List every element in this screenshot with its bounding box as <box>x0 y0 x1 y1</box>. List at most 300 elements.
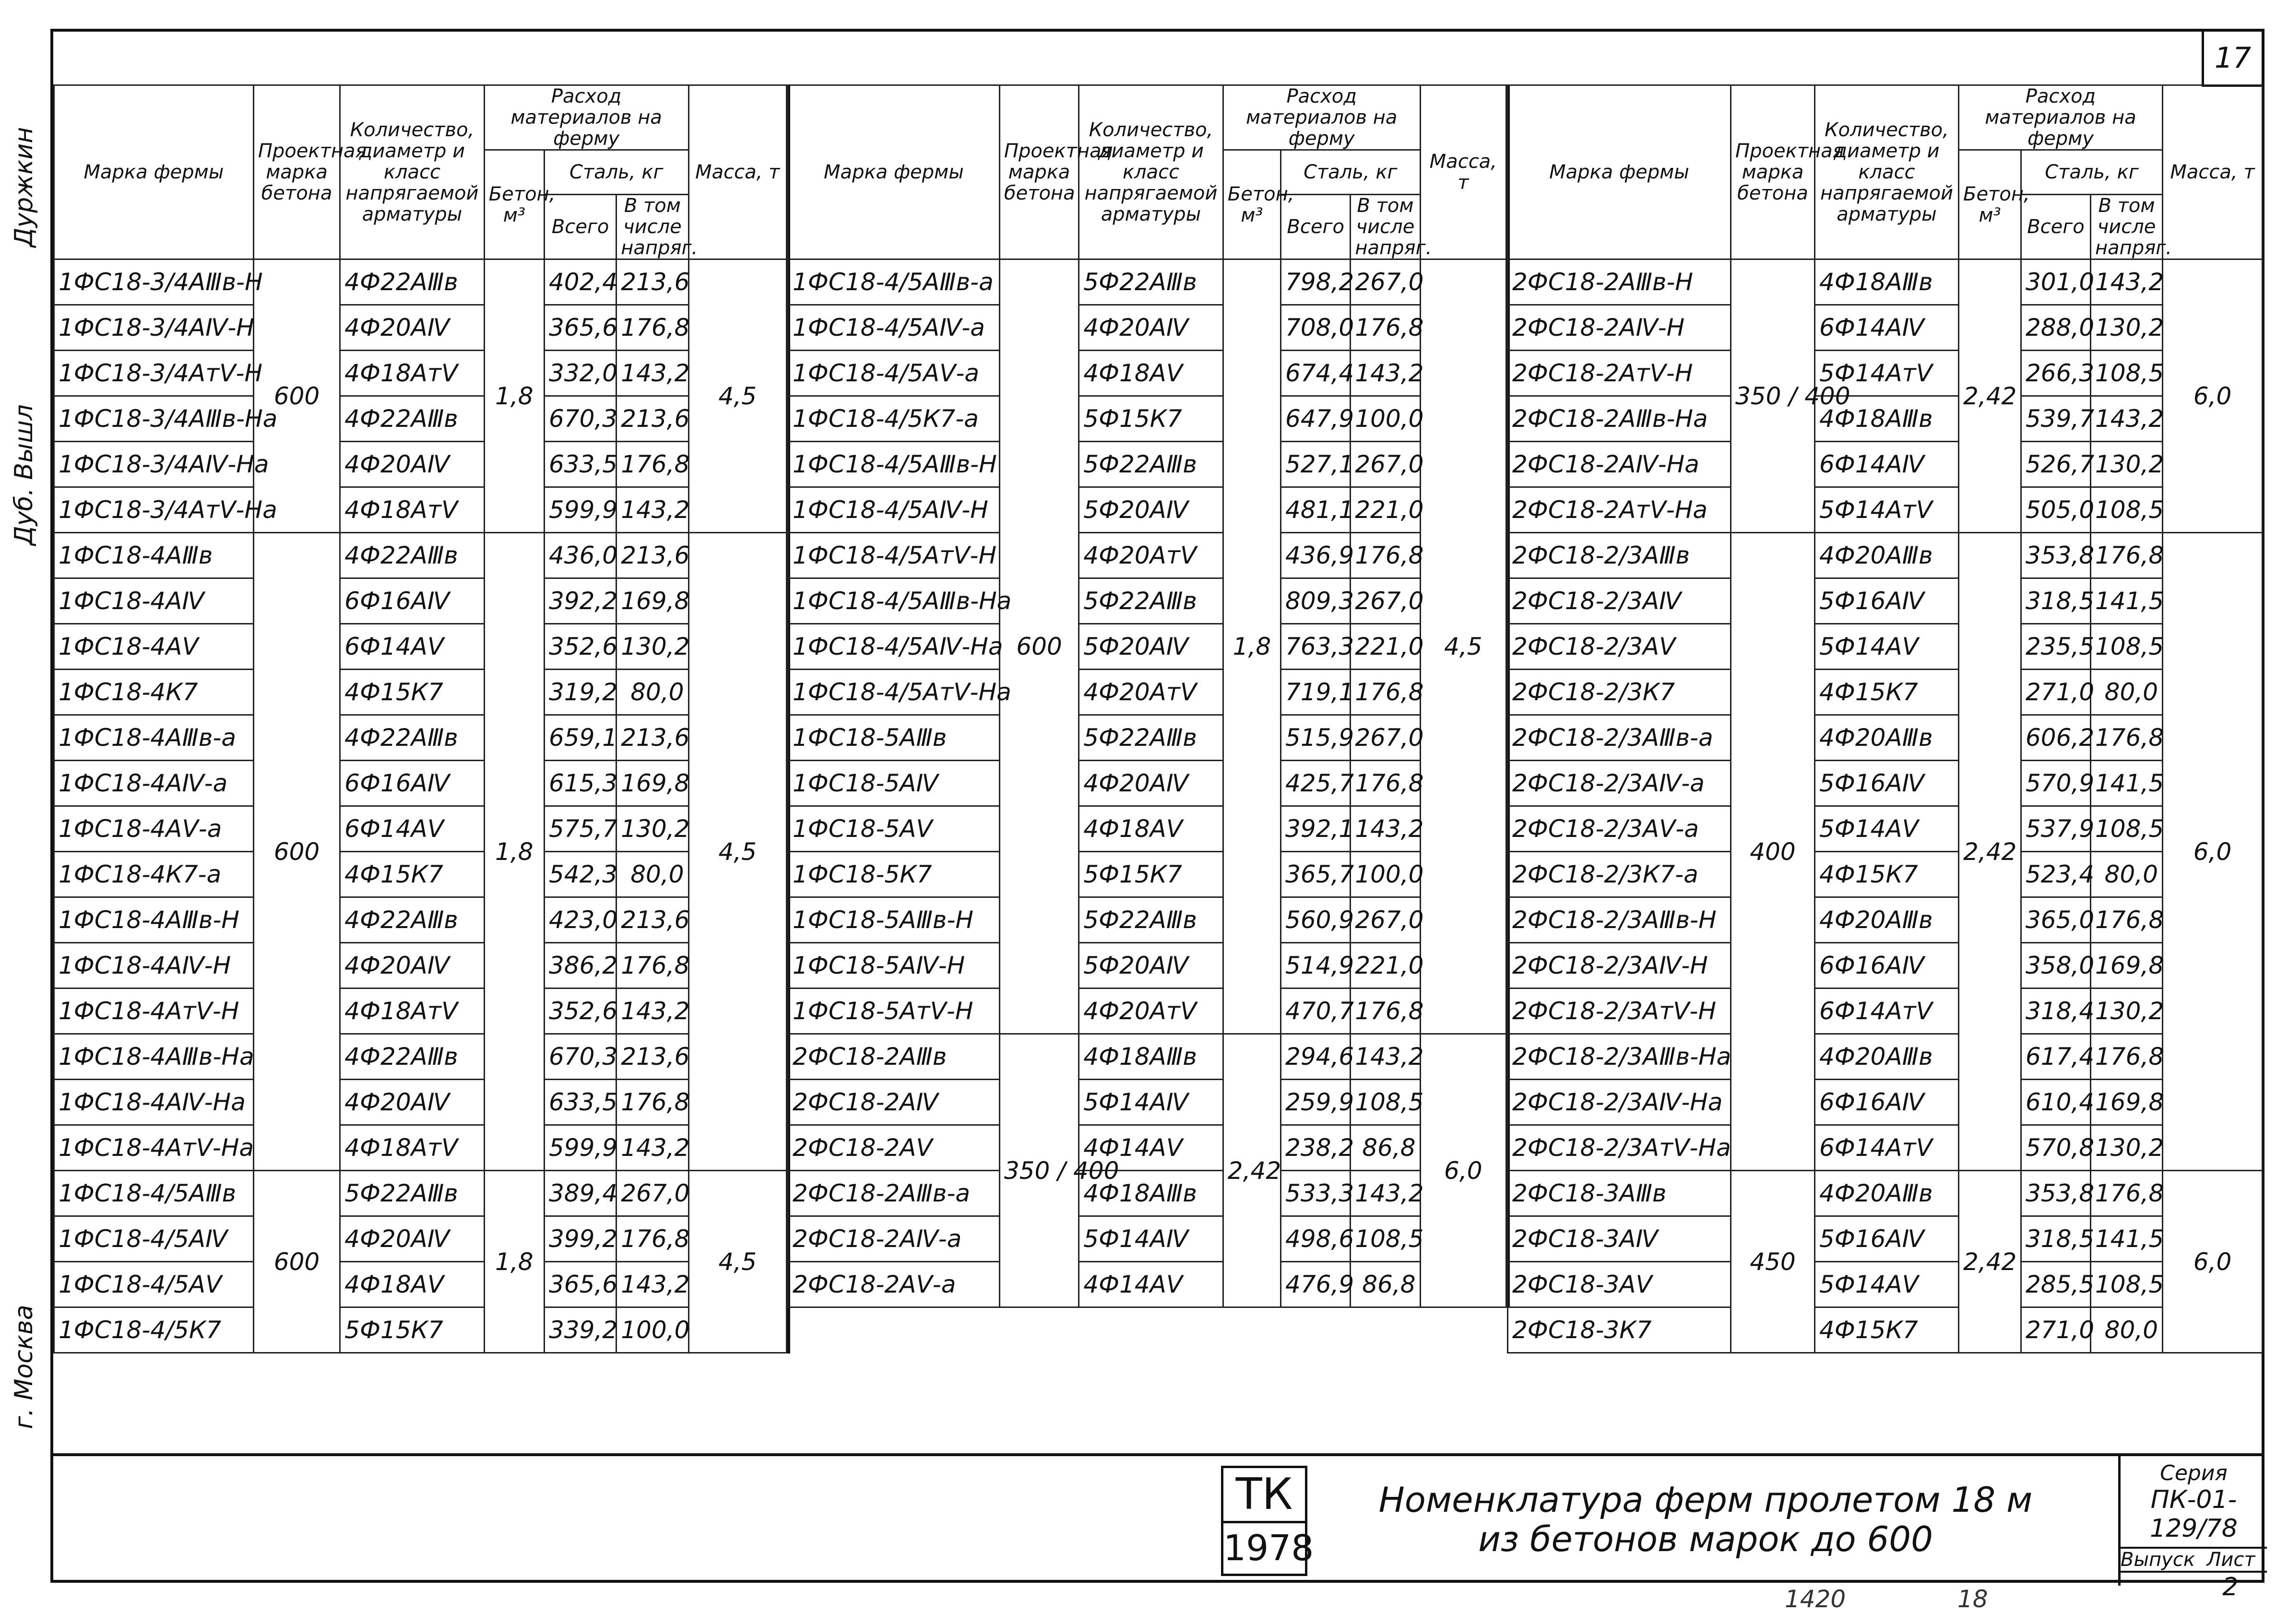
truss-mark: 1ФС18-4АⅤ-а <box>54 806 254 852</box>
steel-prestress: 108,5 <box>2091 624 2163 670</box>
rebar-spec: 4Ф18АⅤ <box>1079 351 1223 396</box>
truss-mark: 2ФС18-2/3АⅤ <box>1508 624 1731 670</box>
table-row <box>1508 1171 2263 1216</box>
truss-mark: 2ФС18-2АⅢв <box>788 1034 1000 1080</box>
table-row <box>54 806 787 852</box>
table-row <box>1508 533 2263 578</box>
header-concrete-volume: Бетон, м³ <box>484 150 544 259</box>
series-code: ПК-01-129/78 <box>2121 1485 2267 1549</box>
table-row <box>1508 897 2263 943</box>
steel-prestress: 108,5 <box>1351 1216 1420 1262</box>
truss-mark: 2ФС18-3АⅢв <box>1508 1171 1731 1216</box>
table-row <box>788 806 1506 852</box>
header-mass: Масса, т <box>1420 85 1506 259</box>
steel-prestress: 176,8 <box>1351 305 1420 351</box>
rebar-spec: 5Ф22АⅢв <box>1079 442 1223 487</box>
rebar-spec: 4Ф20АⅣ <box>340 305 485 351</box>
rebar-spec: 4Ф18АтⅤ <box>340 1125 485 1171</box>
steel-total: 560,9 <box>1281 897 1351 943</box>
truss-mark: 1ФС18-4/5АтⅤ-Н <box>788 533 1000 578</box>
table-row <box>1508 351 2263 396</box>
truss-mark: 1ФС18-5АтⅤ-Н <box>788 989 1000 1034</box>
steel-total: 365,7 <box>1281 852 1351 897</box>
steel-prestress: 169,8 <box>2091 943 2163 989</box>
steel-total: 288,0 <box>2021 305 2091 351</box>
sheet-number: 17 <box>2202 32 2262 87</box>
table-row <box>788 989 1506 1034</box>
header-rebar: Количество, диаметр и класс напрягаемой арматуры <box>1079 85 1223 259</box>
rebar-spec: 5Ф20АⅣ <box>1079 624 1223 670</box>
steel-prestress: 176,8 <box>2091 533 2163 578</box>
table-row <box>788 1216 1506 1262</box>
sheet-label: Лист <box>2206 1549 2255 1571</box>
sidebar-label-2: Дуб. Вышл <box>10 404 38 546</box>
truss-mark: 2ФС18-2/3АтⅤ-На <box>1508 1125 1731 1171</box>
sheet-value: 2 <box>2222 1573 2239 1601</box>
table-row <box>54 897 787 943</box>
steel-prestress: 130,2 <box>2091 989 2163 1034</box>
rebar-spec: 5Ф22АⅢв <box>1079 578 1223 624</box>
rebar-spec: 4Ф18АтⅤ <box>340 487 485 533</box>
header-concrete-grade: Проектная марка бетона <box>253 85 340 259</box>
steel-total: 539,7 <box>2021 396 2091 442</box>
steel-total: 527,1 <box>1281 442 1351 487</box>
steel-total: 352,6 <box>544 989 616 1034</box>
rebar-spec: 4Ф22АⅢв <box>340 533 485 578</box>
steel-prestress: 130,2 <box>2091 1125 2163 1171</box>
rebar-spec: 5Ф14АⅤ <box>1815 806 1959 852</box>
steel-prestress: 176,8 <box>616 305 688 351</box>
steel-prestress: 130,2 <box>616 624 688 670</box>
steel-total: 674,4 <box>1281 351 1351 396</box>
table-row <box>788 1080 1506 1125</box>
truss-mass: 4,5 <box>688 533 786 1171</box>
steel-prestress: 267,0 <box>1351 259 1420 305</box>
series-label: Серия <box>2160 1461 2228 1485</box>
truss-mark: 1ФС18-4/5К7 <box>54 1307 254 1353</box>
table-row <box>788 897 1506 943</box>
rebar-spec: 4Ф22АⅢв <box>340 259 485 305</box>
table-row <box>54 1080 787 1125</box>
truss-mark: 1ФС18-5АⅢв <box>788 715 1000 761</box>
steel-total: 319,2 <box>544 670 616 715</box>
steel-total: 570,8 <box>2021 1125 2091 1171</box>
steel-total: 259,9 <box>1281 1080 1351 1125</box>
header-mark: Марка фермы <box>1508 85 1731 259</box>
issue-sheet-values <box>2121 1573 2267 1601</box>
table-row <box>788 943 1506 989</box>
concrete-volume: 1,8 <box>484 259 544 533</box>
truss-mark: 1ФС18-4/5АⅤ <box>54 1262 254 1307</box>
steel-prestress: 176,8 <box>2091 1034 2163 1080</box>
truss-mark: 1ФС18-3/4АⅣ-На <box>54 442 254 487</box>
table-block-3 <box>1507 84 2262 1353</box>
truss-mark: 1ФС18-3/4АⅣ-Н <box>54 305 254 351</box>
header-steel: Сталь, кг <box>544 150 688 195</box>
steel-prestress: 176,8 <box>1351 989 1420 1034</box>
table-row <box>54 1307 787 1353</box>
table-row <box>54 396 787 442</box>
rebar-spec: 4Ф20АтⅤ <box>1079 533 1223 578</box>
steel-total: 633,5 <box>544 1080 616 1125</box>
truss-mark: 1ФС18-4/5К7-а <box>788 396 1000 442</box>
truss-mark: 2ФС18-2/3АⅢв-На <box>1508 1034 1731 1080</box>
table-row <box>54 1125 787 1171</box>
steel-total: 523,4 <box>2021 852 2091 897</box>
truss-mark: 2ФС18-2/3АⅣ <box>1508 578 1731 624</box>
header-steel-total: Всего <box>1281 195 1351 259</box>
table-row <box>54 305 787 351</box>
steel-total: 399,2 <box>544 1216 616 1262</box>
steel-total: 301,0 <box>2021 259 2091 305</box>
steel-prestress: 176,8 <box>616 943 688 989</box>
steel-prestress: 143,2 <box>1351 1034 1420 1080</box>
steel-prestress: 213,6 <box>616 533 688 578</box>
steel-prestress: 80,0 <box>2091 1307 2163 1353</box>
rebar-spec: 4Ф18АтⅤ <box>340 989 485 1034</box>
steel-total: 386,2 <box>544 943 616 989</box>
table-row <box>788 670 1506 715</box>
truss-mark: 1ФС18-4/5АⅢв <box>54 1171 254 1216</box>
concrete-grade: 600 <box>999 259 1079 1034</box>
concrete-grade: 350 / 400 <box>999 1034 1079 1307</box>
table-row <box>54 715 787 761</box>
truss-mark: 1ФС18-4/5АтⅤ-На <box>788 670 1000 715</box>
nomenclature-table <box>53 84 787 1353</box>
rebar-spec: 5Ф22АⅢв <box>1079 715 1223 761</box>
steel-prestress: 108,5 <box>2091 806 2163 852</box>
issue-label: Выпуск <box>2121 1549 2195 1571</box>
truss-mark: 1ФС18-4/5АⅢв-На <box>788 578 1000 624</box>
truss-mark: 1ФС18-3/4АⅢв-На <box>54 396 254 442</box>
table-row <box>54 624 787 670</box>
rebar-spec: 6Ф14АтⅤ <box>1815 989 1959 1034</box>
truss-mark: 1ФС18-5К7 <box>788 852 1000 897</box>
truss-mark: 2ФС18-2АⅣ-На <box>1508 442 1731 487</box>
truss-mark: 2ФС18-2/3АⅣ-а <box>1508 761 1731 806</box>
concrete-volume: 2,42 <box>1959 1171 2021 1353</box>
rebar-spec: 5Ф14АтⅤ <box>1815 351 1959 396</box>
table-row <box>788 1034 1506 1080</box>
rebar-spec: 5Ф22АⅢв <box>1079 259 1223 305</box>
steel-total: 294,6 <box>1281 1034 1351 1080</box>
steel-total: 285,5 <box>2021 1262 2091 1307</box>
truss-mark: 1ФС18-4/5АⅣ-На <box>788 624 1000 670</box>
rebar-spec: 4Ф20АⅣ <box>1079 305 1223 351</box>
header-steel: Сталь, кг <box>1281 150 1421 195</box>
table-row <box>54 943 787 989</box>
table-row <box>54 761 787 806</box>
steel-total: 352,6 <box>544 624 616 670</box>
steel-total: 339,2 <box>544 1307 616 1353</box>
rebar-spec: 4Ф18АⅤ <box>1079 806 1223 852</box>
rebar-spec: 4Ф20АⅣ <box>340 442 485 487</box>
steel-total: 353,8 <box>2021 1171 2091 1216</box>
steel-total: 505,0 <box>2021 487 2091 533</box>
header-mass: Масса, т <box>688 85 786 259</box>
steel-total: 436,9 <box>1281 533 1351 578</box>
table-row <box>788 624 1506 670</box>
rebar-spec: 4Ф15К7 <box>340 670 485 715</box>
steel-total: 353,8 <box>2021 533 2091 578</box>
truss-mark: 2ФС18-2/3АⅣ-На <box>1508 1080 1731 1125</box>
table-row <box>1508 670 2263 715</box>
steel-total: 365,0 <box>2021 897 2091 943</box>
rebar-spec: 4Ф22АⅢв <box>340 396 485 442</box>
concrete-volume: 2,42 <box>1223 1034 1280 1307</box>
footer-code-left: 1420 <box>1785 1585 1846 1613</box>
concrete-grade: 450 <box>1731 1171 1815 1353</box>
truss-mark: 2ФС18-2АⅣ <box>788 1080 1000 1125</box>
steel-prestress: 176,8 <box>616 1080 688 1125</box>
nomenclature-table <box>1507 84 2263 1353</box>
concrete-volume: 1,8 <box>484 533 544 1171</box>
truss-mark: 2ФС18-2АⅣ-а <box>788 1216 1000 1262</box>
steel-total: 599,9 <box>544 487 616 533</box>
table-row <box>54 1171 787 1216</box>
steel-prestress: 267,0 <box>616 1171 688 1216</box>
table-block-2 <box>787 84 1510 1308</box>
steel-total: 570,9 <box>2021 761 2091 806</box>
table-row <box>54 442 787 487</box>
steel-prestress: 143,2 <box>616 351 688 396</box>
steel-prestress: 143,2 <box>616 487 688 533</box>
header-concrete-grade: Проектная марка бетона <box>999 85 1079 259</box>
header-steel-total: Всего <box>2021 195 2091 259</box>
table-row <box>1508 1307 2263 1353</box>
truss-mark: 1ФС18-4АⅣ-Н <box>54 943 254 989</box>
rebar-spec: 6Ф16АⅣ <box>1815 943 1959 989</box>
truss-mass: 4,5 <box>1420 259 1506 1034</box>
table-row <box>1508 305 2263 351</box>
steel-prestress: 86,8 <box>1351 1262 1420 1307</box>
table-row <box>54 1216 787 1262</box>
rebar-spec: 6Ф14АⅤ <box>340 806 485 852</box>
truss-mark: 1ФС18-5АⅤ <box>788 806 1000 852</box>
truss-mark: 2ФС18-3АⅤ <box>1508 1262 1731 1307</box>
table-row <box>1508 761 2263 806</box>
tk-year: 1978 <box>1223 1528 1314 1569</box>
steel-total: 365,6 <box>544 1262 616 1307</box>
steel-prestress: 221,0 <box>1351 624 1420 670</box>
steel-prestress: 176,8 <box>2091 897 2163 943</box>
concrete-grade: 400 <box>1731 533 1815 1171</box>
rebar-spec: 4Ф22АⅢв <box>340 715 485 761</box>
rebar-spec: 5Ф20АⅣ <box>1079 487 1223 533</box>
rebar-spec: 4Ф20АⅣ <box>340 1080 485 1125</box>
truss-mark: 2ФС18-2АтⅤ-Н <box>1508 351 1731 396</box>
steel-prestress: 169,8 <box>616 761 688 806</box>
truss-mark: 1ФС18-4АⅢв-На <box>54 1034 254 1080</box>
steel-prestress: 176,8 <box>1351 670 1420 715</box>
steel-prestress: 267,0 <box>1351 442 1420 487</box>
table-row <box>788 259 1506 305</box>
truss-mark: 2ФС18-2АⅢв-а <box>788 1171 1000 1216</box>
steel-prestress: 176,8 <box>1351 761 1420 806</box>
table-row <box>1508 715 2263 761</box>
steel-prestress: 143,2 <box>1351 1171 1420 1216</box>
truss-mark: 1ФС18-4/5АⅣ-а <box>788 305 1000 351</box>
header-mark: Марка фермы <box>788 85 1000 259</box>
rebar-spec: 5Ф14АтⅤ <box>1815 487 1959 533</box>
steel-total: 647,9 <box>1281 396 1351 442</box>
steel-prestress: 213,6 <box>616 897 688 943</box>
table-row <box>1508 943 2263 989</box>
steel-total: 526,7 <box>2021 442 2091 487</box>
steel-total: 238,2 <box>1281 1125 1351 1171</box>
steel-total: 470,7 <box>1281 989 1351 1034</box>
steel-total: 659,1 <box>544 715 616 761</box>
truss-mark: 1ФС18-4К7-а <box>54 852 254 897</box>
truss-mark: 2ФС18-2АтⅤ-На <box>1508 487 1731 533</box>
table-row <box>788 761 1506 806</box>
steel-prestress: 213,6 <box>616 715 688 761</box>
steel-prestress: 267,0 <box>1351 715 1420 761</box>
header-steel-prestress: В том числе напряг. <box>2091 195 2163 259</box>
table-row <box>1508 852 2263 897</box>
rebar-spec: 4Ф18АⅢв <box>1815 396 1959 442</box>
steel-total: 389,4 <box>544 1171 616 1216</box>
steel-total: 358,0 <box>2021 943 2091 989</box>
header-concrete-volume: Бетон, м³ <box>1959 150 2021 259</box>
truss-mark: 1ФС18-4/5АⅤ-а <box>788 351 1000 396</box>
steel-prestress: 130,2 <box>616 806 688 852</box>
concrete-grade: 600 <box>253 1171 340 1353</box>
steel-total: 542,3 <box>544 852 616 897</box>
steel-total: 708,0 <box>1281 305 1351 351</box>
title-line-1: Номенклатура ферм пролетом 18 м <box>1378 1480 2033 1520</box>
rebar-spec: 4Ф18АⅢв <box>1079 1171 1223 1216</box>
rebar-spec: 4Ф18АⅤ <box>340 1262 485 1307</box>
truss-mark: 1ФС18-4АⅣ-На <box>54 1080 254 1125</box>
steel-total: 498,6 <box>1281 1216 1351 1262</box>
header-rebar: Количество, диаметр и класс напрягаемой арматуры <box>340 85 485 259</box>
table-row <box>54 533 787 578</box>
steel-prestress: 108,5 <box>2091 487 2163 533</box>
steel-prestress: 213,6 <box>616 396 688 442</box>
steel-total: 670,3 <box>544 396 616 442</box>
truss-mark: 2ФС18-2/3АⅢв-Н <box>1508 897 1731 943</box>
rebar-spec: 5Ф14АⅣ <box>1079 1080 1223 1125</box>
truss-mark: 2ФС18-3К7 <box>1508 1307 1731 1353</box>
steel-total: 606,2 <box>2021 715 2091 761</box>
steel-total: 670,3 <box>544 1034 616 1080</box>
rebar-spec: 6Ф14АⅣ <box>1815 442 1959 487</box>
table-row <box>788 442 1506 487</box>
steel-prestress: 108,5 <box>1351 1080 1420 1125</box>
rebar-spec: 4Ф20АⅢв <box>1815 1171 1959 1216</box>
table-row <box>54 852 787 897</box>
rebar-spec: 5Ф15К7 <box>1079 852 1223 897</box>
steel-prestress: 221,0 <box>1351 943 1420 989</box>
rebar-spec: 6Ф14АⅣ <box>1815 305 1959 351</box>
rebar-spec: 4Ф20АⅣ <box>340 1216 485 1262</box>
table-row <box>54 1034 787 1080</box>
table-row <box>788 533 1506 578</box>
rebar-spec: 6Ф16АⅣ <box>340 578 485 624</box>
rebar-spec: 6Ф16АⅣ <box>1815 1080 1959 1125</box>
table-row <box>54 487 787 533</box>
steel-total: 425,7 <box>1281 761 1351 806</box>
rebar-spec: 5Ф20АⅣ <box>1079 943 1223 989</box>
steel-total: 537,9 <box>2021 806 2091 852</box>
truss-mass: 4,5 <box>688 259 786 533</box>
steel-total: 266,3 <box>2021 351 2091 396</box>
table-row <box>1508 578 2263 624</box>
steel-prestress: 143,2 <box>616 1262 688 1307</box>
rebar-spec: 4Ф14АⅤ <box>1079 1125 1223 1171</box>
steel-prestress: 143,2 <box>2091 259 2163 305</box>
truss-mark: 1ФС18-5АⅣ <box>788 761 1000 806</box>
steel-total: 798,2 <box>1281 259 1351 305</box>
rebar-spec: 4Ф20АтⅤ <box>1079 670 1223 715</box>
table-row <box>788 578 1506 624</box>
rebar-spec: 5Ф14АⅤ <box>1815 624 1959 670</box>
table-row <box>54 989 787 1034</box>
rebar-spec: 4Ф18АⅢв <box>1079 1034 1223 1080</box>
truss-mark: 1ФС18-4/5АⅢв-Н <box>788 442 1000 487</box>
table-row <box>788 852 1506 897</box>
steel-prestress: 80,0 <box>2091 852 2163 897</box>
truss-mass: 6,0 <box>2163 533 2263 1171</box>
rebar-spec: 4Ф20АⅢв <box>1815 533 1959 578</box>
rebar-spec: 4Ф20АтⅤ <box>1079 989 1223 1034</box>
steel-total: 514,9 <box>1281 943 1351 989</box>
rebar-spec: 4Ф15К7 <box>1815 670 1959 715</box>
rebar-spec: 4Ф20АⅢв <box>1815 897 1959 943</box>
steel-total: 392,1 <box>1281 806 1351 852</box>
truss-mark: 1ФС18-4/5АⅣ-Н <box>788 487 1000 533</box>
truss-mark: 1ФС18-4АⅢв-а <box>54 715 254 761</box>
truss-mark: 2ФС18-2/3АтⅤ-Н <box>1508 989 1731 1034</box>
steel-total: 271,0 <box>2021 670 2091 715</box>
truss-mark: 2ФС18-2АⅤ-а <box>788 1262 1000 1307</box>
steel-prestress: 169,8 <box>2091 1080 2163 1125</box>
rebar-spec: 4Ф14АⅤ <box>1079 1262 1223 1307</box>
steel-total: 481,1 <box>1281 487 1351 533</box>
table-row <box>1508 1125 2263 1171</box>
steel-prestress: 176,8 <box>616 442 688 487</box>
header-mass: Масса, т <box>2163 85 2263 259</box>
truss-mark: 2ФС18-2АⅤ <box>788 1125 1000 1171</box>
concrete-volume: 1,8 <box>1223 259 1280 1034</box>
header-consumption: Расход материалов на ферму <box>1959 85 2163 150</box>
concrete-volume: 1,8 <box>484 1171 544 1353</box>
rebar-spec: 4Ф15К7 <box>1815 1307 1959 1353</box>
table-row <box>788 1125 1506 1171</box>
rebar-spec: 4Ф18АⅢв <box>1815 259 1959 305</box>
header-consumption: Расход материалов на ферму <box>1223 85 1420 150</box>
header-steel: Сталь, кг <box>2021 150 2163 195</box>
rebar-spec: 5Ф15К7 <box>340 1307 485 1353</box>
table-row <box>54 259 787 305</box>
steel-total: 365,6 <box>544 305 616 351</box>
steel-total: 271,0 <box>2021 1307 2091 1353</box>
steel-prestress: 176,8 <box>2091 715 2163 761</box>
steel-prestress: 143,2 <box>616 1125 688 1171</box>
document-title <box>1346 1480 2065 1559</box>
steel-prestress: 80,0 <box>616 670 688 715</box>
table-row <box>1508 624 2263 670</box>
steel-total: 719,1 <box>1281 670 1351 715</box>
table-row <box>54 351 787 396</box>
steel-prestress: 141,5 <box>2091 578 2163 624</box>
rebar-spec: 5Ф15К7 <box>1079 396 1223 442</box>
steel-total: 318,5 <box>2021 578 2091 624</box>
rebar-spec: 4Ф18АтⅤ <box>340 351 485 396</box>
title-line-2: из бетонов марок до 600 <box>1478 1519 1933 1559</box>
table-row <box>788 305 1506 351</box>
